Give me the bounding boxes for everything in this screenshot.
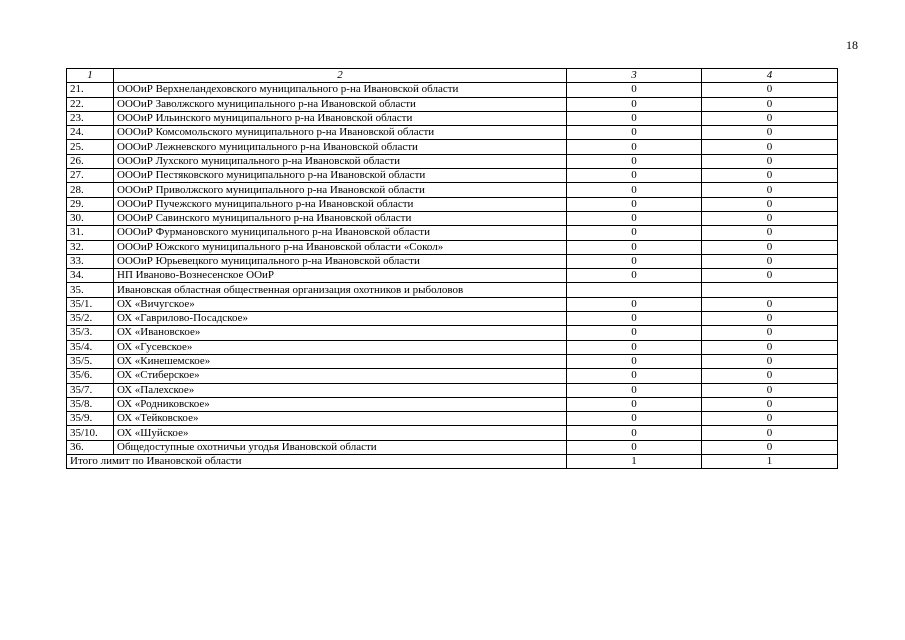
row-number-cell: 35/10. — [67, 426, 114, 440]
row-name-cell: ОХ «Родниковское» — [114, 397, 567, 411]
row-col3-cell: 0 — [567, 440, 702, 454]
header-cell-3: 3 — [567, 69, 702, 83]
row-name-cell: Общедоступные охотничьи угодья Ивановской области — [114, 440, 567, 454]
row-name-cell: ОХ «Тейковское» — [114, 412, 567, 426]
row-name-cell: Ивановская областная общественная организация охотников и рыболовов — [114, 283, 567, 297]
row-name-cell: ОХ «Кинешемское» — [114, 354, 567, 368]
row-number-cell: 21. — [67, 83, 114, 97]
row-col4-cell: 0 — [702, 197, 838, 211]
row-col3-cell: 0 — [567, 312, 702, 326]
row-col3-cell: 0 — [567, 412, 702, 426]
table-row — [67, 197, 838, 211]
row-number-cell: 26. — [67, 154, 114, 168]
row-col3-cell: 0 — [567, 140, 702, 154]
row-col4-cell: 0 — [702, 269, 838, 283]
row-col3-cell: 0 — [567, 269, 702, 283]
table-row — [67, 369, 838, 383]
page-number: 18 — [846, 38, 858, 52]
row-col4-cell: 0 — [702, 397, 838, 411]
table-row — [67, 340, 838, 354]
row-name-cell: ОООиР Комсомольского муниципального р-на Ивановской области — [114, 126, 567, 140]
row-col4-cell: 0 — [702, 254, 838, 268]
row-col4-cell: 0 — [702, 297, 838, 311]
row-col4-cell: 0 — [702, 226, 838, 240]
row-col4-cell: 0 — [702, 83, 838, 97]
row-col4-cell: 0 — [702, 412, 838, 426]
row-number-cell: 35/6. — [67, 369, 114, 383]
row-col3-cell: 0 — [567, 369, 702, 383]
row-name-cell: ОООиР Пестяковского муниципального р-на Ивановской области — [114, 169, 567, 183]
row-number-cell: 33. — [67, 254, 114, 268]
row-name-cell: ОООиР Фурмановского муниципального р-на Ивановской области — [114, 226, 567, 240]
row-name-cell: ОООиР Юрьевецкого муниципального р-на Ивановской области — [114, 254, 567, 268]
row-col3-cell: 0 — [567, 83, 702, 97]
row-col3-cell: 0 — [567, 397, 702, 411]
row-col3-cell: 0 — [567, 169, 702, 183]
row-name-cell: ОООиР Заволжского муниципального р-на Ивановской области — [114, 97, 567, 111]
table-row — [67, 383, 838, 397]
row-name-cell: ОХ «Гусевское» — [114, 340, 567, 354]
row-name-cell: ОХ «Палехское» — [114, 383, 567, 397]
row-col3-cell: 0 — [567, 426, 702, 440]
row-name-cell: ОХ «Ивановское» — [114, 326, 567, 340]
row-name-cell: ОХ «Стиберское» — [114, 369, 567, 383]
row-name-cell: ОООиР Верхнеландеховского муниципального р-на Ивановской области — [114, 83, 567, 97]
row-number-cell: 34. — [67, 269, 114, 283]
row-col3-cell: 0 — [567, 197, 702, 211]
table-row — [67, 183, 838, 197]
header-cell-4: 4 — [702, 69, 838, 83]
row-name-cell: ОХ «Вичугское» — [114, 297, 567, 311]
row-col3-cell: 0 — [567, 340, 702, 354]
row-col3-cell: 0 — [567, 383, 702, 397]
row-name-cell: ОООиР Лежневского муниципального р-на Ивановской области — [114, 140, 567, 154]
row-number-cell: 35/1. — [67, 297, 114, 311]
table-row — [67, 297, 838, 311]
row-col3-cell: 0 — [567, 226, 702, 240]
row-number-cell: 35/3. — [67, 326, 114, 340]
row-col4-cell: 0 — [702, 340, 838, 354]
table-row — [67, 254, 838, 268]
row-col4-cell: 0 — [702, 183, 838, 197]
row-name-cell: ОООиР Пучежского муниципального р-на Ивановской области — [114, 197, 567, 211]
row-col4-cell: 0 — [702, 354, 838, 368]
table-row — [67, 140, 838, 154]
table-row — [67, 226, 838, 240]
row-col4-cell: 0 — [702, 326, 838, 340]
row-number-cell: 35/7. — [67, 383, 114, 397]
row-col4-cell: 0 — [702, 369, 838, 383]
table-row — [67, 312, 838, 326]
table-header-row — [67, 69, 838, 83]
row-number-cell: 32. — [67, 240, 114, 254]
row-number-cell: 28. — [67, 183, 114, 197]
row-col4-cell: 0 — [702, 126, 838, 140]
row-col3-cell: 0 — [567, 126, 702, 140]
table-row — [67, 240, 838, 254]
row-col3-cell: 0 — [567, 297, 702, 311]
row-col4-cell: 0 — [702, 111, 838, 125]
row-number-cell: 23. — [67, 111, 114, 125]
row-col3-cell: 0 — [567, 97, 702, 111]
table-row — [67, 397, 838, 411]
row-name-cell: ОООиР Ильинского муниципального р-на Ивановской области — [114, 111, 567, 125]
row-name-cell: НП Иваново-Вознесенское ООиР — [114, 269, 567, 283]
row-col3-cell: 0 — [567, 254, 702, 268]
row-col3-cell: 0 — [567, 326, 702, 340]
row-col3-cell: 0 — [567, 240, 702, 254]
total-c3-cell: 1 — [567, 455, 702, 469]
row-col3-cell: 0 — [567, 154, 702, 168]
row-col3-cell: 0 — [567, 183, 702, 197]
row-col4-cell — [702, 283, 838, 297]
table-row — [67, 412, 838, 426]
row-number-cell: 31. — [67, 226, 114, 240]
table-row — [67, 111, 838, 125]
total-row — [67, 455, 838, 469]
row-number-cell: 35/9. — [67, 412, 114, 426]
table-row — [67, 211, 838, 225]
total-label: Итого лимит по Ивановской области — [67, 455, 567, 469]
table-row — [67, 83, 838, 97]
row-number-cell: 30. — [67, 211, 114, 225]
row-col4-cell: 0 — [702, 154, 838, 168]
row-col4-cell: 0 — [702, 140, 838, 154]
row-number-cell: 35/2. — [67, 312, 114, 326]
header-cell-2: 2 — [114, 69, 567, 83]
row-col4-cell: 0 — [702, 169, 838, 183]
table-row — [67, 126, 838, 140]
row-col4-cell: 0 — [702, 240, 838, 254]
row-col3-cell: 0 — [567, 211, 702, 225]
row-number-cell: 36. — [67, 440, 114, 454]
table-row — [67, 269, 838, 283]
table-row — [67, 154, 838, 168]
row-name-cell: ОХ «Гаврилово-Посадское» — [114, 312, 567, 326]
table-row — [67, 169, 838, 183]
table-row — [67, 354, 838, 368]
table-row — [67, 426, 838, 440]
table-row — [67, 283, 838, 297]
row-col4-cell: 0 — [702, 97, 838, 111]
header-cell-1: 1 — [67, 69, 114, 83]
row-name-cell: ОООиР Савинского муниципального р-на Ивановской области — [114, 211, 567, 225]
table-row — [67, 326, 838, 340]
row-col3-cell: 0 — [567, 354, 702, 368]
row-number-cell: 35/5. — [67, 354, 114, 368]
row-col3-cell — [567, 283, 702, 297]
row-number-cell: 29. — [67, 197, 114, 211]
row-number-cell: 24. — [67, 126, 114, 140]
table-row — [67, 440, 838, 454]
row-col4-cell: 0 — [702, 211, 838, 225]
limits-table — [66, 68, 838, 469]
row-number-cell: 22. — [67, 97, 114, 111]
row-number-cell: 35/8. — [67, 397, 114, 411]
row-col4-cell: 0 — [702, 440, 838, 454]
row-name-cell: ОООиР Лухского муниципального р-на Ивановской области — [114, 154, 567, 168]
row-col4-cell: 0 — [702, 383, 838, 397]
row-number-cell: 35/4. — [67, 340, 114, 354]
row-name-cell: ОООиР Приволжского муниципального р-на Ивановской области — [114, 183, 567, 197]
row-col3-cell: 0 — [567, 111, 702, 125]
row-number-cell: 27. — [67, 169, 114, 183]
row-number-cell: 35. — [67, 283, 114, 297]
row-col4-cell: 0 — [702, 426, 838, 440]
row-name-cell: ОООиР Южского муниципального р-на Ивановской области «Сокол» — [114, 240, 567, 254]
row-col4-cell: 0 — [702, 312, 838, 326]
total-c4-cell: 1 — [702, 455, 838, 469]
row-number-cell: 25. — [67, 140, 114, 154]
row-name-cell: ОХ «Шуйское» — [114, 426, 567, 440]
table-row — [67, 97, 838, 111]
table-body — [67, 69, 838, 469]
